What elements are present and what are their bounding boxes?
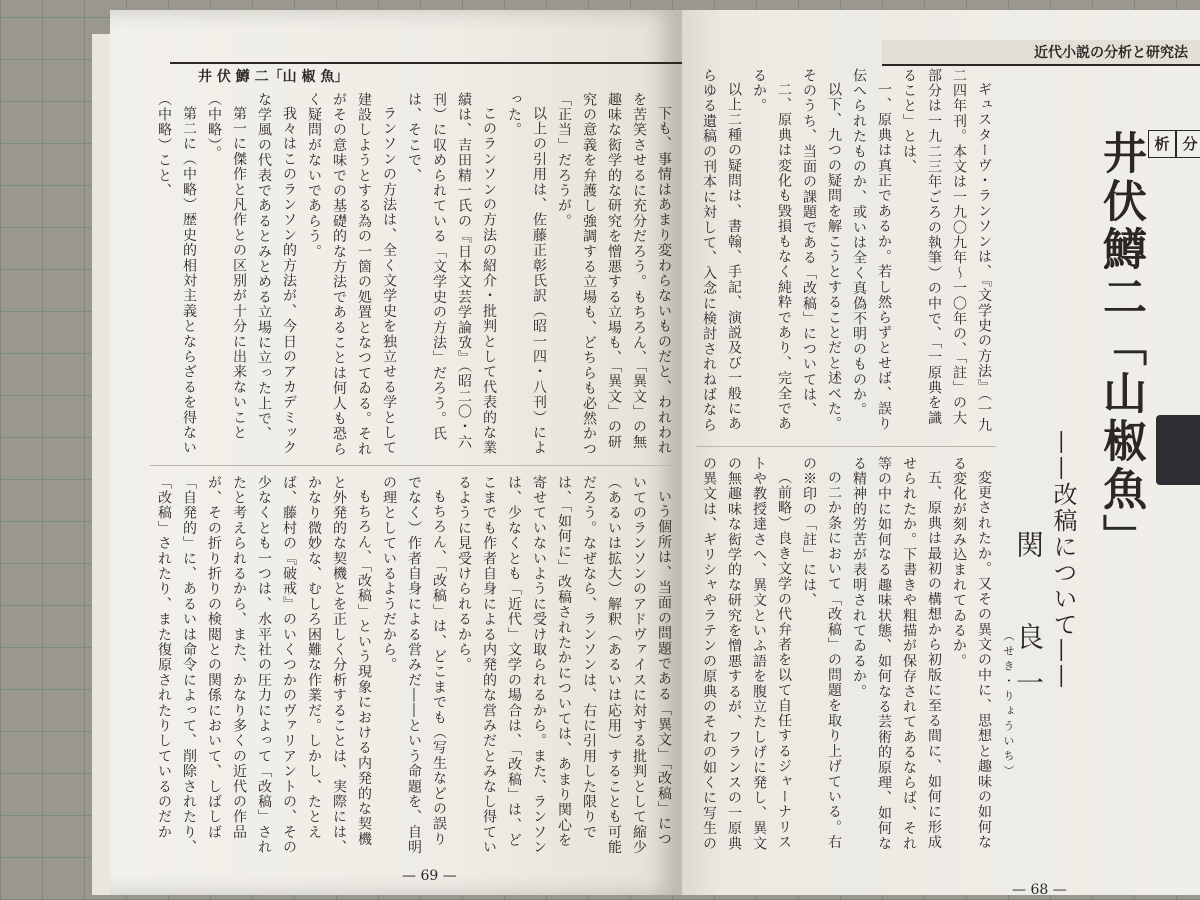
paragraph: もちろん、「改稿」は、どこまでも（写生などの誤りでなく）作者自身による営みだ――という命題を、自明の理としているようだから。 bbox=[381, 475, 447, 855]
paragraph: 下も、事情はあまり変わらないものだと、われわれを苦笑させるに充分だろう。もちろん、「異文」の無趣味な衒学的な研究を憎悪する立場も、「異文」の研究の意義を弁護し強調する立場も、どちらも必然かつ「正当」だろうが。 bbox=[556, 92, 672, 457]
section-label-sakuhin-no-bunseki bbox=[1148, 128, 1200, 160]
right-lower-text-block bbox=[696, 456, 996, 856]
section-label-char: 分 bbox=[1176, 130, 1200, 158]
page-number-68: — 68 — bbox=[1012, 882, 1067, 895]
left-upper-text-block bbox=[148, 92, 676, 460]
running-head-left: 井 伏 鱒 二「山 椒 魚」 bbox=[198, 69, 349, 85]
article-subtitle: ——改稿について—— bbox=[1049, 430, 1077, 690]
page-69 bbox=[110, 10, 682, 895]
paragraph: ランソンの方法は、全く文学史を独立せる学として建設しようとする為の一箇の処置となつてゐる。それがその意味での基礎的な方法であることは何人も恐らく疑問がないであらう。 bbox=[306, 92, 397, 457]
paragraph: もちろん、「改稿」という現象における内発的な契機と外発的な契機とを正しく分析することは、実際には、かなり微妙な、むしろ困難な作業だ。しかし、たとえば、藤村の『破戒』のいくつかのヴァリアントの、その少なくとも一つは、水平社の圧力によって「改稿」されたと考えられるから、また、かなり多くの近代の作品が、その折り折りの検閲との関係において、しばしば「自発的」に、あるいは命令によって、削除されたり、「改稿」されたり、また復原されたりしているのだか bbox=[156, 475, 372, 855]
paragraph: ギュスターヴ・ランソンは、『文学史の方法』（一九二四年刊。本文は一九〇九年〜一〇年の、「註」の大部分は一九二三年ごろの執筆）の中で、「一原典を識ること」とは、 bbox=[901, 68, 992, 433]
running-head-right-bar bbox=[882, 40, 1200, 66]
open-book bbox=[92, 10, 1200, 895]
paragraph: 以上二種の疑問は、書翰、手記、演説及び一般にあらゆる遺稿の刊本に対して、入念に検討されねばなら bbox=[701, 68, 742, 433]
paragraph: の二か条において「改稿」の問題を取り上げている。右の※印の「註」には、 bbox=[801, 456, 842, 850]
paragraph: 第一に傑作と凡作との区別が十分に出来ないこと（中略）。 bbox=[206, 92, 247, 441]
header-rule-left bbox=[170, 62, 682, 64]
paragraph: いう個所は、当面の問題である「異文」「改稿」についてのランソンのアドヴァイスに対する批判として縮少（あるいは拡大）解釈（あるいは応用）することも可能だろう。なぜなら、ランソンは、右に引用した限りでは、「如何に」改稿されたかについては、あまり関心を寄せていないように受け取られるから。また、ランソンは、少なくとも「近代」文学の場合は、「改稿」は、どこまでも作者自身による内発的な営みだとみなし得ているように見受けられるから。 bbox=[456, 475, 672, 855]
paragraph: 以下、九つの疑問を解こうとすることだと述べた。そのうち、当面の課題である「改稿」については、 bbox=[801, 68, 842, 432]
article-title: 井伏鱒二「山椒魚」 bbox=[1095, 130, 1146, 562]
left-lower-text-block bbox=[148, 475, 676, 855]
paragraph: 第二に（中略）歴史的相対主義とならざるを得ない（中略）こと、 bbox=[156, 92, 197, 456]
page-number-69: — 69 — bbox=[402, 868, 457, 884]
paragraph: 五、原典は最初の構想から初版に至る間に、如何に形成せられたか。下書きや粗描が保存されてあるならば、それ等の中に如何なる趣味状態、如何なる芸術的原理、如何なる精神的労苦が表明されてゐるか。 bbox=[851, 456, 942, 852]
paragraph: （前略）良き文学の代弁者を以て自任するジャーナリストや教授達さへ、異文といふ語を腹立たしげに発し、異文の無趣味な衒学的な研究を憎悪するが、フランスの一原典の異文は、ギリシャやラテンの原典のそれの如くに写生の bbox=[701, 456, 792, 852]
page-68 bbox=[682, 10, 1200, 895]
paragraph bbox=[148, 92, 151, 460]
author-name: 関 良一 bbox=[1012, 530, 1045, 714]
right-upper-text-block bbox=[696, 68, 996, 440]
paragraph: 二、原典は変化も毀損もなく純粋であり、完全であるか。 bbox=[751, 68, 792, 432]
running-head-right: 近代小説の分析と研究法 bbox=[1034, 45, 1188, 61]
paragraph: 以上の引用は、佐藤正彰氏訳（昭一四・八刊）によった。 bbox=[506, 92, 547, 456]
paragraph: 我々はこのランソン的方法が、今日のアカデミックな学風の代表であるとみとめる立場に立った上で、 bbox=[256, 92, 297, 456]
paragraph: 変更されたか。又その異文の中に、思想と趣味の如何なる変化が刻み込まれてゐるか。 bbox=[951, 456, 992, 850]
right-column-divider bbox=[696, 446, 996, 447]
book-clip-tab bbox=[1156, 415, 1200, 485]
paragraph: 一、原典は真正であるか。若し然らずとせば、誤り伝へられたものか、或いは全く真偽不明のものか。 bbox=[851, 68, 892, 432]
left-column-divider bbox=[150, 465, 676, 466]
paragraph: このランソンの方法の紹介・批判として代表的な業績は、吉田精一氏の『日本文芸学論攷』（昭二〇・六刊）に収められている「文学史の方法」だろう。氏は、そこで、 bbox=[406, 92, 497, 456]
section-label-char: 析 bbox=[1148, 130, 1176, 158]
author-reading: （せき・りょういち） bbox=[1002, 630, 1015, 780]
